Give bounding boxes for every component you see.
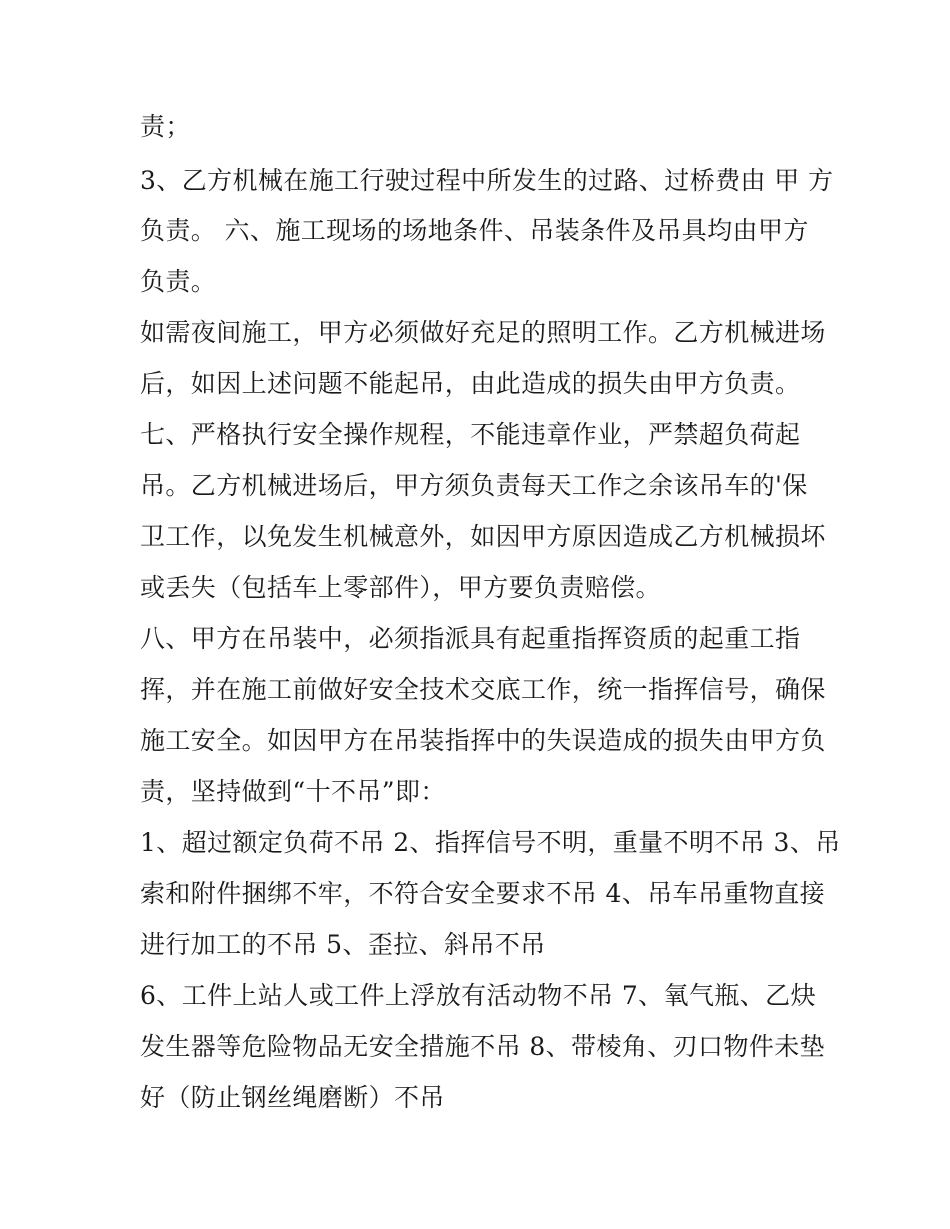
text-line: 挥，并在施工前做好安全技术交底工作，统一指挥信号，确保 (140, 675, 826, 704)
text-line: 吊。乙方机械进场后，甲方须负责每天工作之余该吊车的'保 (140, 471, 808, 500)
text-line: 如需夜间施工，甲方必须做好充足的照明工作。乙方机械进场 (140, 318, 826, 347)
text-line: 索和附件捆绑不牢，不符合安全要求不吊 4、吊车吊重物直接 (140, 879, 826, 908)
text-line: 施工安全。如因甲方在吊装指挥中的失误造成的损失由甲方负 (140, 726, 826, 755)
text-line: 发生器等危险物品无安全措施不吊 8、带棱角、刃口物件未垫 (140, 1032, 826, 1061)
text-line: 1、超过额定负荷不吊 2、指挥信号不明，重量不明不吊 3、吊 (140, 828, 841, 857)
text-line: 八、甲方在吊装中，必须指派具有起重指挥资质的起重工指 (140, 624, 801, 653)
text-line: 6、工件上站人或工件上浮放有活动物不吊 7、氧气瓶、乙炔 (140, 981, 816, 1010)
text-line: 负责。 六、施工现场的场地条件、吊装条件及吊具均由甲方 (140, 216, 809, 245)
text-line: 卫工作，以免发生机械意外，如因甲方原因造成乙方机械损坏 (140, 522, 826, 551)
text-line: 负责。 (140, 267, 217, 296)
text-line: 七、严格执行安全操作规程，不能违章作业，严禁超负荷起 (140, 420, 801, 449)
text-line: 好（防止钢丝绳磨断）不吊 (140, 1083, 445, 1112)
text-line: 或丢失（包括车上零部件），甲方要负责赔偿。 (140, 573, 661, 602)
text-line: 3、乙方机械在施工行驶过程中所发生的过路、过桥费由 甲 方 (140, 166, 834, 195)
text-line: 后，如因上述问题不能起吊，由此造成的损失由甲方负责。 (140, 369, 801, 398)
text-line: 进行加工的不吊 5、歪拉、斜吊不吊 (140, 930, 546, 959)
text-line: 责，坚持做到“十不吊”即： (140, 777, 446, 806)
text-line: 责； (140, 112, 191, 141)
